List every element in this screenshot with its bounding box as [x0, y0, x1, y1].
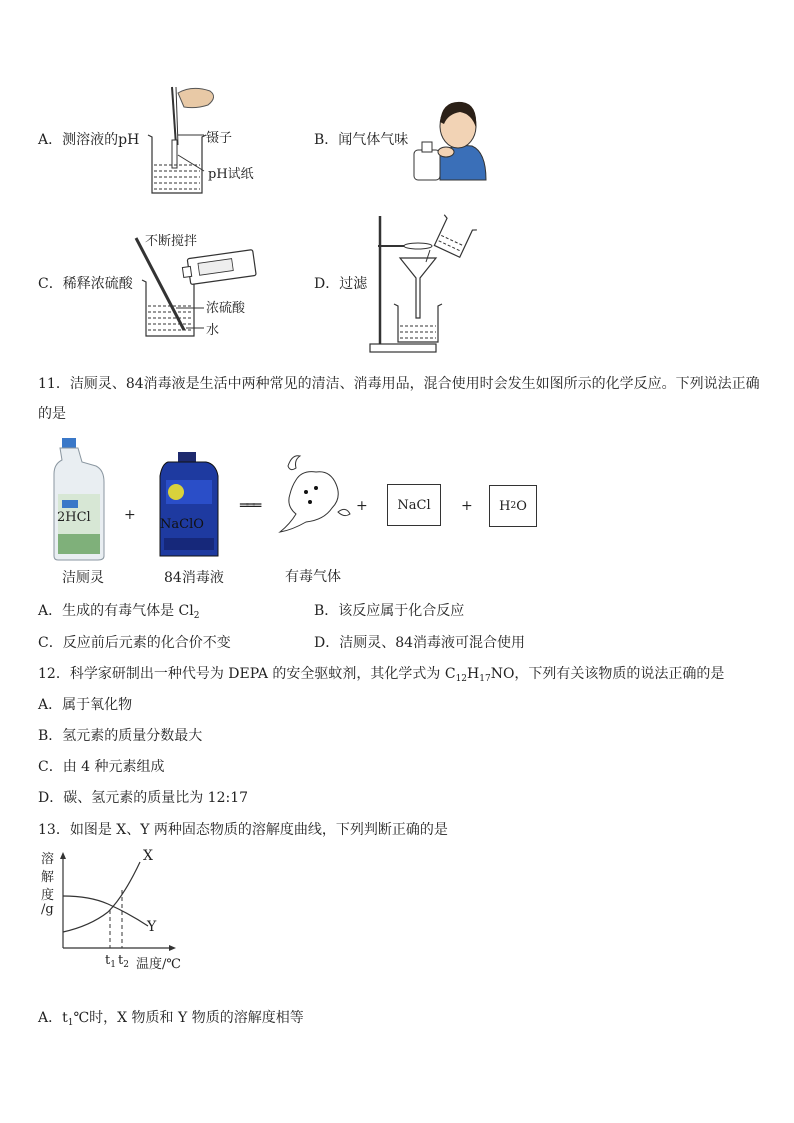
toxic-gas-caption: 有毒气体 [285, 569, 341, 585]
q13-option-a-pre: A．t [38, 1010, 68, 1026]
filtration-illustration [368, 214, 478, 354]
disinfectant-bottle-icon [156, 452, 222, 560]
plus-sign-1: + [124, 507, 136, 523]
plus-sign-3: + [461, 498, 473, 514]
q12-stem-pre: 12．科学家研制出一种代号为 DEPA 的安全驱蚊剂，其化学式为 C [38, 666, 456, 682]
q12-stem-post: NO，下列有关该物质的说法正确的是 [490, 666, 725, 682]
equals-sign: ═══ [240, 498, 260, 514]
option-a-label: A．测溶液的pH [38, 132, 140, 148]
q11-option-b[interactable]: B．该反应属于化合反应 [314, 603, 465, 619]
product-water-box: H 2 O [489, 485, 537, 527]
option-b-label: B．闻气体气味 [314, 132, 409, 148]
water-formula-h: H [499, 498, 511, 514]
bottle1-caption: 洁厕灵 [62, 570, 104, 586]
q11-option-c[interactable]: C．反应前后元素的化合价不变 [38, 635, 231, 651]
toxic-gas-cloud-icon [276, 450, 356, 540]
q12-option-a[interactable]: A．属于氧化物 [38, 697, 133, 713]
ph-paper-label: pH试纸 [208, 167, 254, 182]
q11-option-d[interactable]: D．洁厕灵、84消毒液可混合使用 [314, 635, 526, 651]
q12-option-d[interactable]: D．碳、氢元素的质量比为 12:17 [38, 790, 249, 806]
graph-ylabel-3: 度 [41, 888, 55, 903]
q13-stem: 13．如图是 X、Y 两种固态物质的溶解度曲线，下列判断正确的是 [38, 822, 448, 838]
water-label: 水 [206, 323, 220, 338]
t2-main: t [118, 953, 124, 968]
curve-y-label: Y [147, 919, 157, 935]
bottle1-formula: 2HCl [57, 510, 91, 525]
water-formula-o: O [516, 498, 527, 514]
graph-ylabel-1: 溶 [41, 852, 55, 867]
smell-gas-illustration [410, 94, 490, 184]
q12-stem-sub1: 12 [455, 674, 468, 684]
q12-stem [38, 664, 724, 684]
q13-option-a[interactable] [38, 1008, 304, 1028]
bottle2-formula: NaClO [160, 517, 204, 532]
t1-main: t [105, 953, 111, 968]
graph-ylabel-2: 解 [41, 870, 55, 885]
t1-tick-label [105, 953, 116, 968]
q12-option-b[interactable]: B．氢元素的质量分数最大 [38, 728, 203, 744]
q11-option-a-sub: 2 [193, 611, 200, 621]
q11-stem-line2: 的是 [38, 406, 66, 422]
t1-sub: 1 [110, 960, 116, 970]
curve-x-label: X [143, 848, 153, 864]
option-c-label: C．稀释浓硫酸 [38, 276, 133, 292]
tweezers-label: 镊子 [206, 131, 233, 146]
option-d-label: D．过滤 [314, 276, 368, 292]
q12-stem-mid: H [467, 666, 480, 682]
x-axis-label: 温度/℃ [136, 957, 181, 972]
q11-option-a-text: A．生成的有毒气体是 Cl [38, 603, 194, 619]
q13-option-a-post: ℃时，X 物质和 Y 物质的溶解度相等 [73, 1010, 304, 1026]
q12-option-c[interactable]: C．由 4 种元素组成 [38, 759, 165, 775]
bottle2-caption: 84消毒液 [164, 570, 224, 586]
q11-option-a[interactable] [38, 601, 199, 621]
product-nacl-box: NaCl [387, 484, 441, 526]
q13-option-a-sub: 1 [67, 1018, 74, 1028]
toilet-cleaner-bottle-icon [52, 438, 112, 562]
solubility-curve-graph [60, 852, 210, 962]
q12-stem-sub2: 17 [479, 674, 491, 684]
stir-label: 不断搅拌 [145, 234, 198, 249]
t2-sub: 2 [123, 960, 129, 970]
q11-stem-line1: 11．洁厕灵、84消毒液是生活中两种常见的清洁、消毒用品，混合使用时会发生如图所示的化学反应。下列说法正确 [38, 376, 760, 392]
t2-tick-label [118, 953, 129, 968]
graph-ylabel-4: /g [41, 902, 54, 917]
plus-sign-2: + [356, 498, 368, 514]
acid-label: 浓硫酸 [206, 301, 246, 316]
